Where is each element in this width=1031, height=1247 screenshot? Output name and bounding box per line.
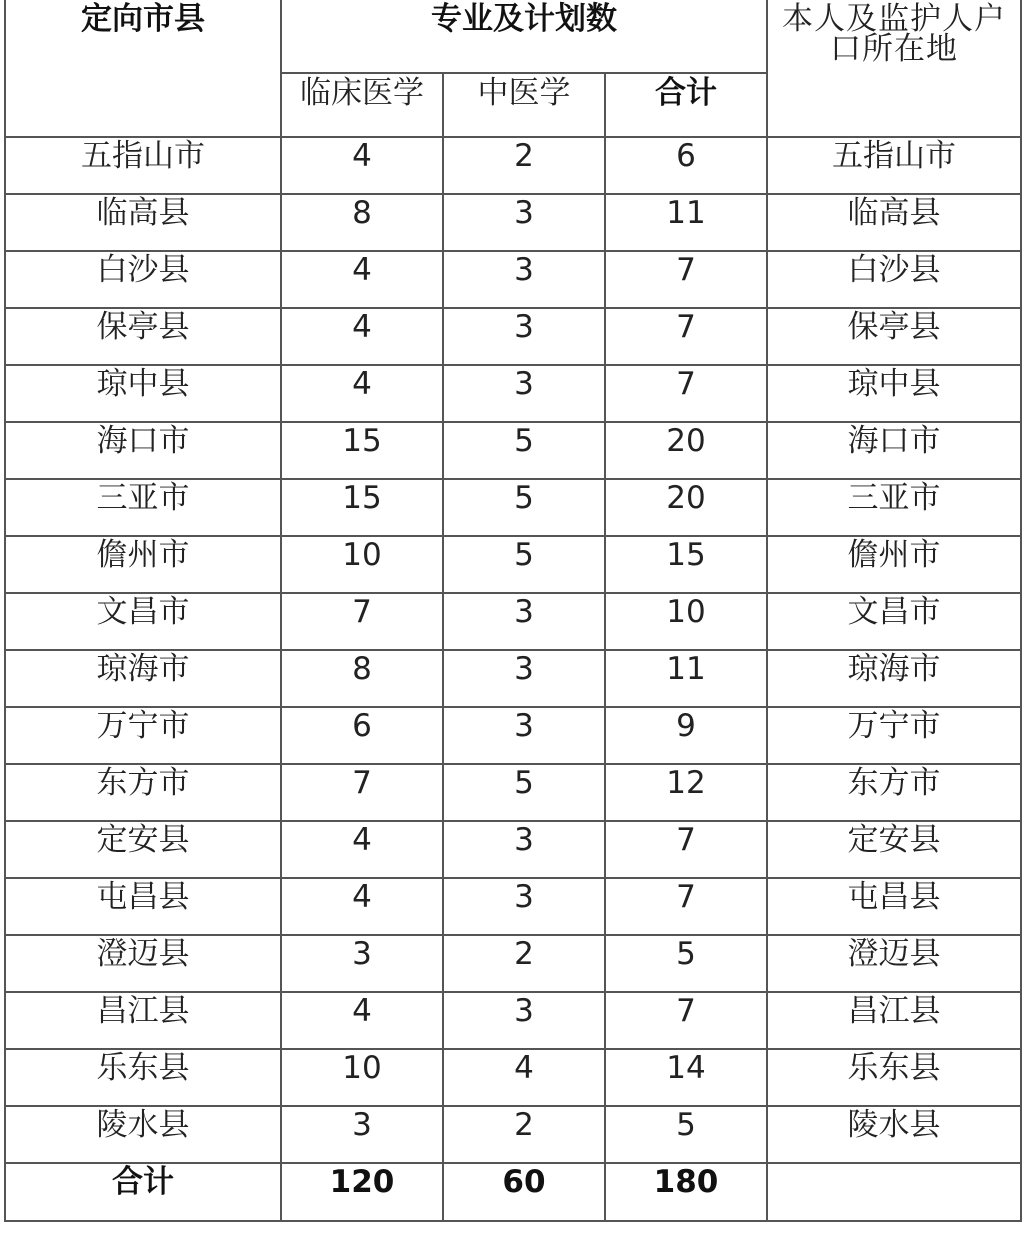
cell-region-text: 昌江县 (96, 993, 190, 1029)
cell-residence (767, 137, 1021, 194)
cell-total-text: 6 (676, 138, 696, 174)
cell-region-text: 琼海市 (96, 651, 190, 687)
cell-total-text: 15 (666, 537, 706, 573)
total-label-text: 合计 (112, 1164, 174, 1200)
cell-region (5, 821, 281, 878)
cell-residence-text: 乐东县 (847, 1050, 941, 1086)
cell-residence (767, 365, 1021, 422)
cell-region (5, 308, 281, 365)
cell-tcm (443, 992, 605, 1049)
cell-clinical (281, 308, 443, 365)
cell-total (605, 992, 767, 1049)
cell-tcm (443, 308, 605, 365)
total-tcm (443, 1163, 605, 1221)
cell-residence (767, 251, 1021, 308)
cell-tcm-text: 3 (514, 879, 534, 915)
cell-tcm (443, 821, 605, 878)
cell-clinical-text: 4 (352, 822, 372, 858)
cell-tcm-text: 2 (514, 1107, 534, 1143)
table-row (5, 536, 1021, 593)
cell-region-text: 海口市 (96, 423, 190, 459)
cell-total (605, 536, 767, 593)
cell-region-text: 儋州市 (96, 537, 190, 573)
header-tcm: 中医学 (443, 73, 605, 137)
cell-tcm (443, 536, 605, 593)
cell-clinical (281, 764, 443, 821)
cell-residence (767, 194, 1021, 251)
cell-residence (767, 821, 1021, 878)
cell-tcm (443, 593, 605, 650)
cell-tcm (443, 251, 605, 308)
cell-clinical-text: 8 (352, 195, 372, 231)
cell-tcm (443, 707, 605, 764)
cell-clinical (281, 365, 443, 422)
cell-residence-text: 澄迈县 (847, 936, 941, 972)
cell-region-text: 琼中县 (96, 366, 190, 402)
cell-clinical-text: 4 (352, 138, 372, 174)
cell-total (605, 365, 767, 422)
cell-residence (767, 878, 1021, 935)
cell-total-text: 10 (666, 594, 706, 630)
cell-total (605, 707, 767, 764)
quota-table-wrapper (4, 0, 1020, 1222)
cell-residence-text: 屯昌县 (847, 879, 941, 915)
cell-region (5, 764, 281, 821)
cell-region (5, 878, 281, 935)
cell-residence (767, 1049, 1021, 1106)
cell-tcm (443, 878, 605, 935)
cell-clinical-text: 7 (352, 765, 372, 801)
cell-region-text: 五指山市 (81, 138, 205, 174)
cell-residence (767, 992, 1021, 1049)
total-row (5, 1163, 1021, 1221)
cell-tcm-text: 3 (514, 594, 534, 630)
cell-tcm (443, 422, 605, 479)
cell-tcm (443, 1106, 605, 1163)
cell-tcm (443, 764, 605, 821)
table-row (5, 764, 1021, 821)
cell-region (5, 1049, 281, 1106)
cell-residence (767, 935, 1021, 992)
cell-total (605, 593, 767, 650)
cell-clinical-text: 15 (342, 480, 382, 516)
cell-total-text: 7 (676, 993, 696, 1029)
total-residence (767, 1163, 1021, 1221)
cell-region (5, 1106, 281, 1163)
cell-clinical (281, 422, 443, 479)
cell-region-text: 保亭县 (96, 309, 190, 345)
cell-clinical-text: 4 (352, 252, 372, 288)
table-row (5, 137, 1021, 194)
cell-clinical (281, 878, 443, 935)
cell-residence-text: 陵水县 (847, 1107, 941, 1143)
cell-residence-text: 文昌市 (847, 594, 941, 630)
cell-tcm-text: 5 (514, 537, 534, 573)
table-row (5, 992, 1021, 1049)
cell-total-text: 9 (676, 708, 696, 744)
cell-total (605, 194, 767, 251)
table-row (5, 1049, 1021, 1106)
cell-clinical-text: 3 (352, 936, 372, 972)
cell-total (605, 650, 767, 707)
cell-total-text: 7 (676, 366, 696, 402)
cell-region (5, 707, 281, 764)
cell-total-text: 11 (666, 195, 706, 231)
cell-total-text: 7 (676, 252, 696, 288)
cell-residence (767, 308, 1021, 365)
table-row (5, 365, 1021, 422)
cell-clinical-text: 4 (352, 993, 372, 1029)
cell-residence-text: 儋州市 (847, 537, 941, 573)
total-sum (605, 1163, 767, 1221)
table-row (5, 935, 1021, 992)
cell-total (605, 308, 767, 365)
cell-region-text: 白沙县 (96, 252, 190, 288)
cell-residence-text: 五指山市 (832, 138, 957, 174)
cell-clinical (281, 707, 443, 764)
cell-tcm (443, 650, 605, 707)
cell-residence-text: 万宁市 (847, 708, 941, 744)
cell-region (5, 422, 281, 479)
header-residence: 本人及监护人户口所在地 (767, 0, 1021, 137)
cell-total (605, 137, 767, 194)
cell-total (605, 422, 767, 479)
cell-tcm-text: 5 (514, 765, 534, 801)
table-row (5, 707, 1021, 764)
cell-clinical (281, 935, 443, 992)
cell-clinical (281, 650, 443, 707)
cell-clinical (281, 992, 443, 1049)
cell-tcm-text: 3 (514, 708, 534, 744)
cell-total (605, 479, 767, 536)
cell-region-text: 陵水县 (96, 1107, 190, 1143)
cell-total-text: 7 (676, 822, 696, 858)
cell-residence-text: 定安县 (847, 822, 941, 858)
cell-clinical (281, 1049, 443, 1106)
table-row (5, 593, 1021, 650)
cell-clinical-text: 15 (342, 423, 382, 459)
cell-tcm-text: 3 (514, 252, 534, 288)
cell-total (605, 1049, 767, 1106)
header-row-top (5, 0, 1021, 73)
header-plan: 专业及计划数 (281, 0, 767, 73)
cell-tcm-text: 5 (514, 480, 534, 516)
total-label (5, 1163, 281, 1221)
total-tcm-text: 60 (502, 1164, 546, 1200)
table-row (5, 821, 1021, 878)
cell-total (605, 821, 767, 878)
cell-residence (767, 764, 1021, 821)
cell-region (5, 650, 281, 707)
table-row (5, 479, 1021, 536)
cell-region-text: 文昌市 (96, 594, 190, 630)
cell-tcm (443, 137, 605, 194)
cell-clinical-text: 10 (342, 537, 382, 573)
cell-residence (767, 536, 1021, 593)
cell-tcm (443, 365, 605, 422)
cell-total-text: 7 (676, 309, 696, 345)
cell-region (5, 992, 281, 1049)
cell-tcm-text: 3 (514, 195, 534, 231)
header-subtotal: 合计 (605, 73, 767, 137)
cell-tcm-text: 4 (514, 1050, 534, 1086)
cell-tcm (443, 935, 605, 992)
cell-region-text: 定安县 (96, 822, 190, 858)
cell-residence (767, 707, 1021, 764)
cell-region (5, 194, 281, 251)
cell-residence (767, 479, 1021, 536)
cell-total-text: 5 (676, 1107, 696, 1143)
cell-total (605, 1106, 767, 1163)
total-residence-text (768, 1164, 1020, 1165)
cell-residence-text: 海口市 (847, 423, 941, 459)
header-clinical: 临床医学 (281, 73, 443, 137)
cell-clinical (281, 536, 443, 593)
cell-total (605, 251, 767, 308)
cell-region-text: 临高县 (96, 195, 190, 231)
cell-clinical-text: 4 (352, 879, 372, 915)
cell-clinical (281, 479, 443, 536)
cell-tcm-text: 3 (514, 993, 534, 1029)
table-row (5, 194, 1021, 251)
cell-total-text: 7 (676, 879, 696, 915)
cell-total (605, 935, 767, 992)
cell-tcm-text: 3 (514, 366, 534, 402)
table-row (5, 308, 1021, 365)
cell-clinical-text: 3 (352, 1107, 372, 1143)
cell-clinical (281, 251, 443, 308)
cell-region (5, 251, 281, 308)
cell-residence (767, 1106, 1021, 1163)
cell-clinical (281, 194, 443, 251)
cell-clinical-text: 7 (352, 594, 372, 630)
cell-clinical (281, 821, 443, 878)
total-clinical-text: 120 (329, 1164, 395, 1200)
cell-clinical-text: 8 (352, 651, 372, 687)
cell-region-text: 东方市 (96, 765, 190, 801)
cell-region-text: 屯昌县 (96, 879, 190, 915)
cell-residence-text: 保亭县 (847, 309, 941, 345)
cell-region-text: 三亚市 (96, 480, 190, 516)
cell-total-text: 20 (666, 480, 706, 516)
cell-tcm-text: 2 (514, 138, 534, 174)
cell-clinical-text: 6 (352, 708, 372, 744)
cell-region-text: 乐东县 (96, 1050, 190, 1086)
cell-region (5, 479, 281, 536)
cell-total-text: 20 (666, 423, 706, 459)
cell-residence-text: 临高县 (847, 195, 941, 231)
cell-clinical-text: 4 (352, 366, 372, 402)
total-sum-text: 180 (653, 1164, 719, 1200)
cell-total-text: 12 (666, 765, 706, 801)
cell-tcm-text: 3 (514, 822, 534, 858)
total-clinical (281, 1163, 443, 1221)
cell-residence-text: 三亚市 (847, 480, 941, 516)
cell-region (5, 536, 281, 593)
cell-tcm (443, 479, 605, 536)
cell-region (5, 137, 281, 194)
cell-total-text: 5 (676, 936, 696, 972)
cell-residence-text: 昌江县 (847, 993, 941, 1029)
table-row (5, 422, 1021, 479)
cell-tcm (443, 1049, 605, 1106)
cell-region-text: 万宁市 (96, 708, 190, 744)
cell-residence-text: 白沙县 (847, 252, 941, 288)
cell-region (5, 365, 281, 422)
cell-total (605, 764, 767, 821)
cell-residence (767, 650, 1021, 707)
cell-region (5, 593, 281, 650)
cell-tcm (443, 194, 605, 251)
cell-clinical-text: 10 (342, 1050, 382, 1086)
cell-residence (767, 593, 1021, 650)
header-region: 定向市县 (5, 0, 281, 137)
cell-total-text: 11 (666, 651, 706, 687)
cell-region-text: 澄迈县 (96, 936, 190, 972)
cell-tcm-text: 2 (514, 936, 534, 972)
cell-clinical (281, 1106, 443, 1163)
cell-total (605, 878, 767, 935)
cell-region (5, 935, 281, 992)
table-row (5, 251, 1021, 308)
cell-residence (767, 422, 1021, 479)
cell-tcm-text: 5 (514, 423, 534, 459)
table-row (5, 878, 1021, 935)
cell-clinical-text: 4 (352, 309, 372, 345)
cell-residence-text: 琼中县 (847, 366, 941, 402)
cell-residence-text: 琼海市 (847, 651, 941, 687)
cell-tcm-text: 3 (514, 651, 534, 687)
cell-residence-text: 东方市 (847, 765, 941, 801)
quota-table (4, 0, 1022, 1222)
cell-total-text: 14 (666, 1050, 706, 1086)
table-row (5, 650, 1021, 707)
cell-clinical (281, 593, 443, 650)
cell-tcm-text: 3 (514, 309, 534, 345)
cell-clinical (281, 137, 443, 194)
table-row (5, 1106, 1021, 1163)
